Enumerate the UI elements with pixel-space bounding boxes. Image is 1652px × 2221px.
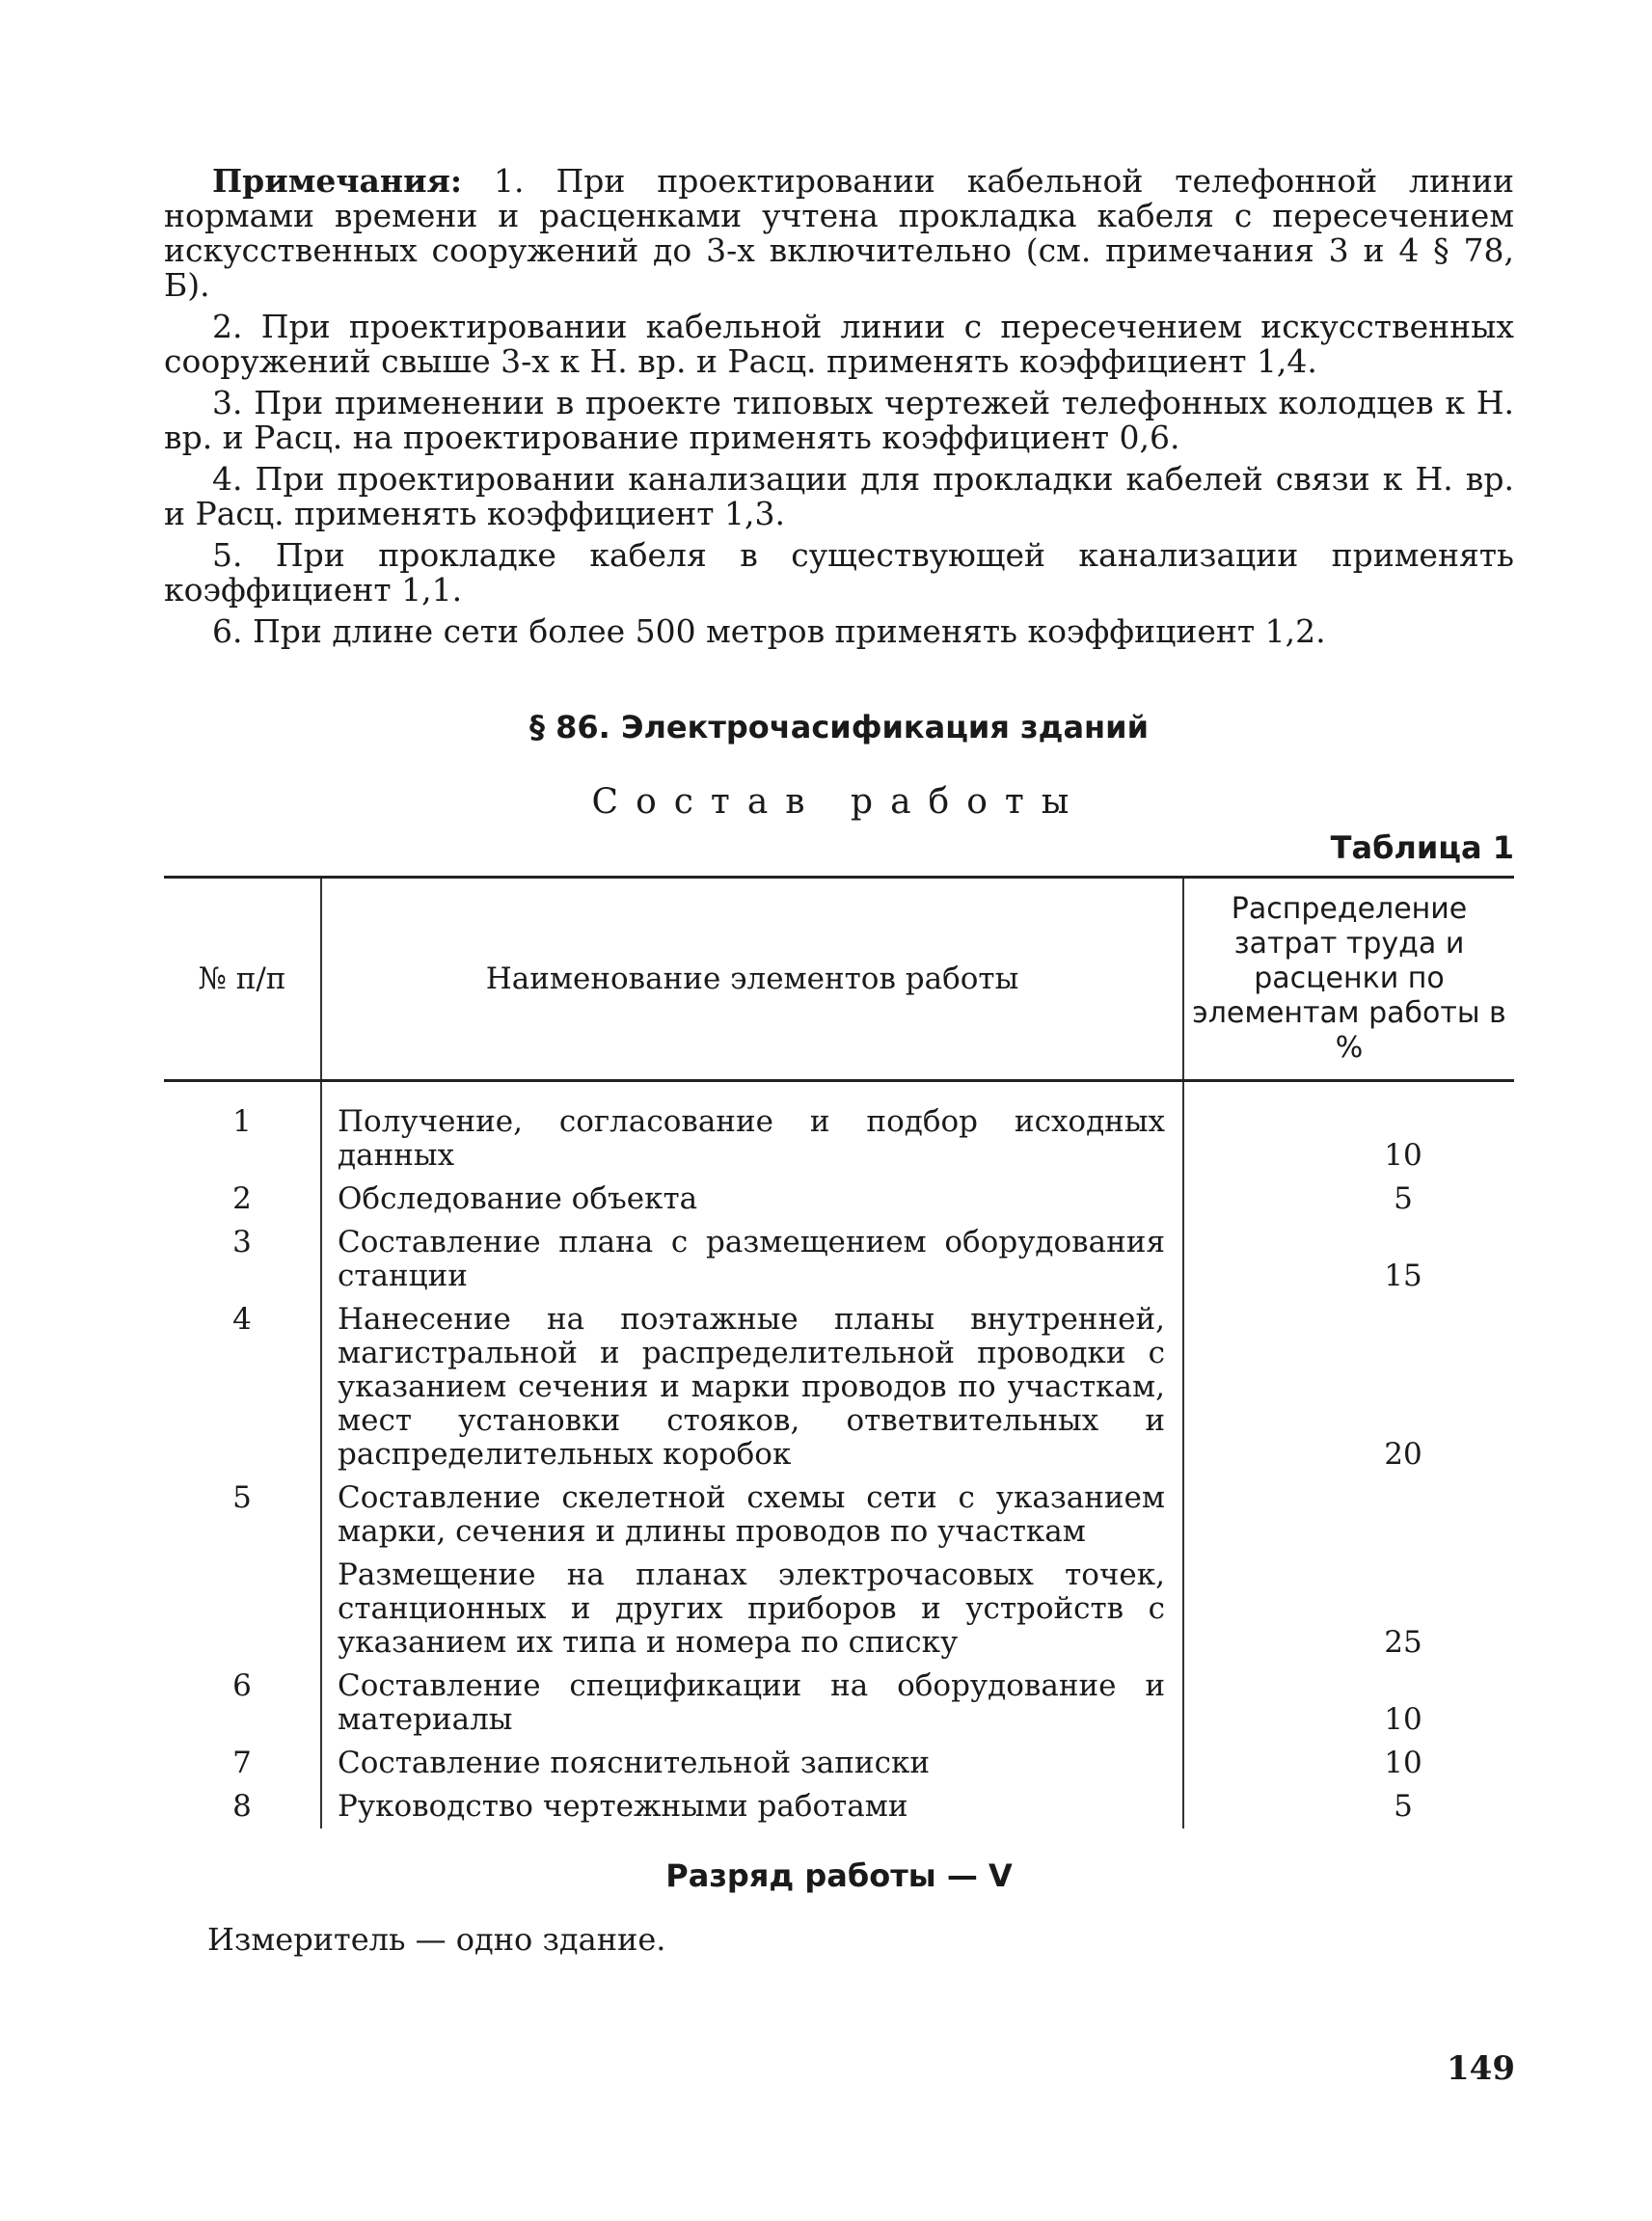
row-name: Руководство чертежными работами [321, 1785, 1183, 1828]
header-name: Наименование элементов работы [321, 878, 1183, 1081]
measure-unit: Измеритель — одно здание. [207, 1921, 666, 1958]
row-name: Составление спецификации на оборудование и материалы [321, 1665, 1183, 1742]
table-row [164, 1081, 1514, 1178]
row-percent: 10 [1384, 1138, 1422, 1173]
row-number [164, 1554, 321, 1665]
table-row [164, 1298, 1514, 1476]
row-number: 4 [232, 1302, 252, 1337]
row-percent: 15 [1384, 1259, 1422, 1293]
page-number: 149 [1447, 2049, 1515, 2088]
composition-title: Состав работы [591, 782, 1087, 822]
table-row [164, 1665, 1514, 1742]
row-number: 3 [232, 1225, 252, 1259]
row-number: 2 [232, 1181, 252, 1216]
table-label: Таблица 1 [1330, 829, 1514, 866]
note-4: 4. При проектировании канализации для прокладки кабелей связи к Н. вр. и Расц. применять коэффициент 1,3. [164, 460, 1514, 532]
row-percent: 5 [1394, 1789, 1413, 1824]
row-name: Обследование объекта [321, 1178, 1183, 1221]
row-name: Получение, согласование и подбор исходных данных [321, 1081, 1183, 1178]
note-1 [164, 164, 1514, 303]
row-number: 6 [232, 1668, 252, 1703]
table-row [164, 1742, 1514, 1785]
note-5: 5. При прокладке кабеля в существующей канализации применять коэффициент 1,1. [164, 536, 1514, 609]
table-row [164, 1476, 1514, 1554]
row-name: Составление пояснительной записки [321, 1742, 1183, 1785]
notes-lead: Примечания: [212, 162, 463, 200]
row-number: 1 [232, 1104, 252, 1139]
row-name: Составление плана с размещением оборудования станции [321, 1221, 1183, 1298]
table-row [164, 1785, 1514, 1828]
row-name: Составление скелетной схемы сети с указанием марки, сечения и длины проводов по участкам [321, 1476, 1183, 1554]
row-percent: 25 [1384, 1625, 1422, 1660]
row-percent: 5 [1394, 1181, 1413, 1216]
page-content [164, 164, 1514, 1958]
row-percent [1183, 1476, 1514, 1554]
work-composition-table [164, 876, 1514, 1828]
row-number: 7 [232, 1746, 252, 1780]
table-header-row [164, 878, 1514, 1081]
note-3: 3. При применении в проекте типовых чертежей телефонных колодцев к Н. вр. и Расц. на проектирование применять коэффициент 0,6. [164, 384, 1514, 456]
note-2: 2. При проектировании кабельной линии с пересечением искусственных сооружений свыше 3-х к Н. вр. и Расц. применять коэффициент 1,4. [164, 308, 1514, 380]
row-percent: 10 [1384, 1702, 1422, 1737]
row-number: 8 [232, 1789, 252, 1824]
row-percent: 20 [1384, 1437, 1422, 1472]
row-name: Нанесение на поэтажные планы внутренней, магистральной и распределительной проводки с указанием сечения и марки проводов по участкам, мест установки стояков, ответвительных и распределительных коробок [321, 1298, 1183, 1476]
header-number: № п/п [164, 878, 321, 1081]
note-6: 6. При длине сети более 500 метров применять коэффициент 1,2. [212, 612, 1326, 650]
work-grade: Разряд работы — V [665, 1857, 1013, 1894]
header-percent: Распределение затрат труда и расценки по элементам работы в % [1183, 878, 1514, 1081]
table-row [164, 1178, 1514, 1221]
row-percent: 10 [1384, 1746, 1422, 1780]
notes-block [164, 164, 1514, 649]
table-row [164, 1221, 1514, 1298]
row-number: 5 [232, 1480, 252, 1515]
table-row [164, 1554, 1514, 1665]
row-name: Размещение на планах электрочасовых точек, станционных и других приборов и устройств с указанием их типа и номера по списку [321, 1554, 1183, 1665]
section-title: § 86. Электрочасификация зданий [529, 709, 1149, 745]
note-1-text: 1. При проектировании кабельной телефонной линии нормами времени и расценками учтена прокладка кабеля с пересечением искусственных сооружений до 3-х включительно (см. примечания 3 и 4 § 78, Б). [164, 162, 1514, 304]
